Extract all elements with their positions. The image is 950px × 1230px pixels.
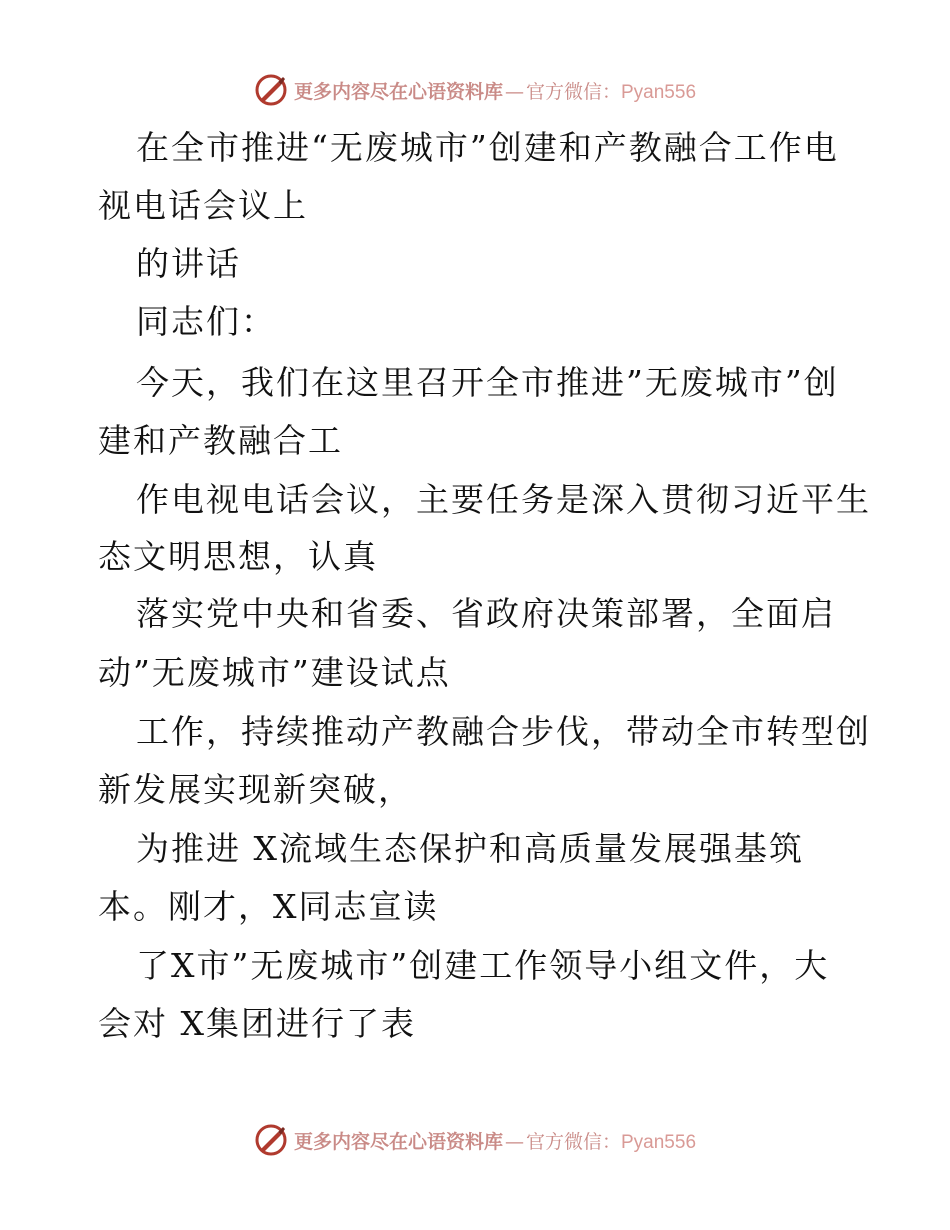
paragraph-line: 会对 X集团进行了表 — [98, 1004, 416, 1043]
title-line-3: 的讲话 — [136, 244, 241, 283]
paragraph-line: 了X市”无废城市”创建工作领导小组文件，大 — [136, 946, 830, 985]
salutation: 同志们： — [136, 302, 276, 341]
banner-dash: — — [504, 1130, 524, 1153]
paragraph-line: 为推进 X流域生态保护和高质量发展强基筑 — [136, 829, 804, 868]
paragraph-line: 动”无废城市”建设试点 — [98, 653, 451, 692]
banner-dash: — — [504, 80, 524, 103]
paragraph-line: 建和产教融合工 — [98, 421, 343, 460]
pen-circle-logo-icon — [254, 73, 288, 107]
paragraph-line: 今天，我们在这里召开全市推进”无废城市”创 — [136, 363, 839, 402]
banner-wechat-id: Pyan556 — [621, 1131, 697, 1153]
title-line-1: 在全市推进“无废城市”创建和产教融合工作电 — [136, 128, 839, 167]
paragraph-line: 态文明思想，认真 — [98, 537, 378, 576]
header-banner — [0, 70, 950, 110]
paragraph-line: 落实党中央和省委、省政府决策部署，全面启 — [136, 594, 836, 633]
banner-wechat-id: Pyan556 — [621, 81, 697, 103]
banner-wechat-label: 官方微信： — [525, 1130, 621, 1153]
pen-circle-logo-icon — [254, 1123, 288, 1157]
footer-banner — [0, 1120, 950, 1160]
paragraph-line: 作电视电话会议，主要任务是深入贯彻习近平生 — [136, 480, 871, 519]
paragraph-line: 新发展实现新突破， — [98, 770, 413, 809]
paragraph-line: 本。刚才，X同志宣读 — [98, 887, 439, 926]
banner-wechat-label: 官方微信： — [525, 80, 621, 103]
banner-title: 更多内容尽在心语资料库 — [293, 1130, 503, 1153]
banner-title: 更多内容尽在心语资料库 — [293, 80, 503, 103]
title-line-2: 视电话会议上 — [98, 186, 308, 225]
paragraph-line: 工作，持续推动产教融合步伐，带动全市转型创 — [136, 712, 871, 751]
